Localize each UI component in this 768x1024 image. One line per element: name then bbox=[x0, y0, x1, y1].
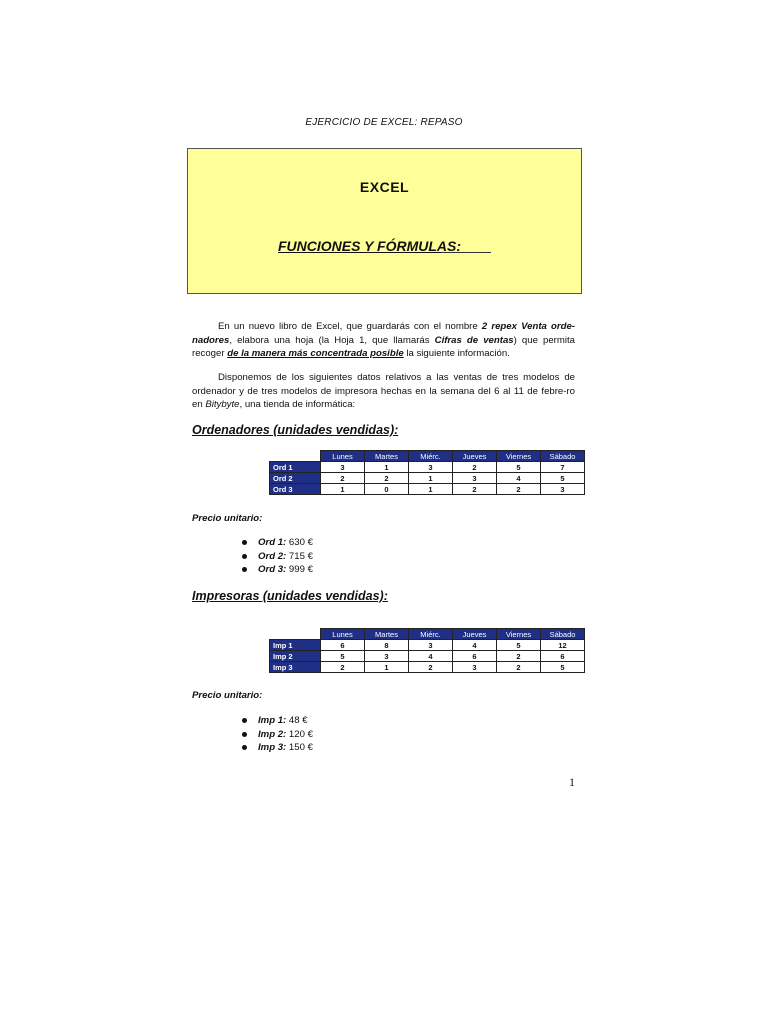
bullet-icon bbox=[242, 732, 247, 737]
para1-text: la siguiente información. bbox=[403, 348, 510, 360]
table-cell: 1 bbox=[321, 484, 365, 495]
table-row bbox=[270, 662, 585, 673]
table-cell: 5 bbox=[497, 462, 541, 473]
title-box bbox=[187, 148, 582, 294]
file-name: 2 repex Venta orde-nadores bbox=[192, 321, 575, 346]
bullet-icon bbox=[242, 718, 247, 723]
column-header: Viernes bbox=[497, 451, 541, 462]
column-header: Lunes bbox=[321, 629, 365, 640]
column-header: Martes bbox=[365, 629, 409, 640]
intro-paragraph bbox=[192, 320, 575, 361]
table-cell: 3 bbox=[453, 662, 497, 673]
table-cell: 1 bbox=[365, 662, 409, 673]
table-cell: 3 bbox=[541, 484, 585, 495]
table-cell: 1 bbox=[409, 484, 453, 495]
table-cell: 7 bbox=[541, 462, 585, 473]
row-header: Imp 2 bbox=[270, 651, 321, 662]
bullet-icon bbox=[242, 554, 247, 559]
table-cell: 2 bbox=[453, 462, 497, 473]
bullet-icon bbox=[242, 567, 247, 572]
table-cell: 3 bbox=[365, 651, 409, 662]
table-cell: 5 bbox=[497, 640, 541, 651]
para1-text: , elabora una hoja (la Hoja 1, que llamarás bbox=[229, 334, 435, 346]
table-cell: 3 bbox=[409, 640, 453, 651]
ordenadores-price-title: Precio unitario: bbox=[192, 513, 263, 524]
table-cell: 4 bbox=[497, 473, 541, 484]
list-item: Ord 3: 999 € bbox=[242, 563, 313, 577]
row-header: Ord 3 bbox=[270, 484, 321, 495]
para2-text: , una tienda de informática: bbox=[239, 399, 356, 411]
data-paragraph bbox=[192, 371, 575, 412]
table-cell: 2 bbox=[497, 484, 541, 495]
list-item: Imp 3: 150 € bbox=[242, 741, 313, 755]
impresoras-price-title: Precio unitario: bbox=[192, 690, 263, 701]
bullet-icon bbox=[242, 540, 247, 545]
store-name: Bitybyte bbox=[205, 399, 240, 411]
table-row bbox=[270, 484, 585, 495]
table-row bbox=[270, 462, 585, 473]
document-header: EJERCICIO DE EXCEL: REPASO bbox=[305, 117, 463, 128]
para2-text: Disponemos de los siguientes datos relativos a las ventas de tres modelos de ordenador y de tres modelos de impresora hechas en la semana del 6 al 11 de febre-ro en bbox=[192, 372, 575, 411]
ordenadores-title: Ordenadores (unidades vendidas): bbox=[192, 423, 399, 437]
box-title: EXCEL bbox=[359, 179, 410, 195]
table-cell: 4 bbox=[409, 651, 453, 662]
column-header: Jueves bbox=[453, 451, 497, 462]
table-cell: 2 bbox=[497, 651, 541, 662]
column-header: Sábado bbox=[541, 451, 585, 462]
row-header: Ord 1 bbox=[270, 462, 321, 473]
box-subtitle: FUNCIONES Y FÓRMULAS: bbox=[278, 238, 462, 254]
row-header: Imp 1 bbox=[270, 640, 321, 651]
table-cell: 2 bbox=[321, 662, 365, 673]
table-cell: 2 bbox=[365, 473, 409, 484]
column-header: Miérc. bbox=[409, 629, 453, 640]
table-row bbox=[270, 473, 585, 484]
para1-text: ) que permita recoger bbox=[192, 334, 576, 360]
table-cell: 6 bbox=[453, 651, 497, 662]
table-cell: 6 bbox=[321, 640, 365, 651]
column-header: Viernes bbox=[497, 629, 541, 640]
list-item: Ord 2: 715 € bbox=[242, 550, 313, 564]
table-row bbox=[270, 651, 585, 662]
page-number: 1 bbox=[569, 775, 575, 789]
list-item: Imp 1: 48 € bbox=[242, 714, 313, 728]
column-header: Sábado bbox=[541, 629, 585, 640]
table-cell: 8 bbox=[365, 640, 409, 651]
table-cell: 5 bbox=[541, 662, 585, 673]
row-header: Imp 3 bbox=[270, 662, 321, 673]
table-cell: 2 bbox=[321, 473, 365, 484]
impresoras-price-list bbox=[242, 714, 313, 755]
table-cell: 0 bbox=[365, 484, 409, 495]
sheet-name: Cifras de ventas bbox=[434, 334, 514, 346]
table-cell: 3 bbox=[409, 462, 453, 473]
list-item: Ord 1: 630 € bbox=[242, 536, 313, 550]
bullet-icon bbox=[242, 745, 247, 750]
impresoras-title: Impresoras (unidades vendidas): bbox=[192, 589, 388, 603]
table-cell: 2 bbox=[409, 662, 453, 673]
emphasis-text: de la manera más concentrada posible bbox=[227, 348, 404, 360]
column-header: Jueves bbox=[453, 629, 497, 640]
table-cell: 2 bbox=[453, 484, 497, 495]
table-cell: 3 bbox=[321, 462, 365, 473]
table-cell: 1 bbox=[365, 462, 409, 473]
column-header: Martes bbox=[365, 451, 409, 462]
para1-text: En un nuevo libro de Excel, que guardarás con el nombre bbox=[218, 321, 482, 332]
table-cell: 4 bbox=[453, 640, 497, 651]
table-cell: 12 bbox=[541, 640, 585, 651]
ordenadores-table bbox=[269, 450, 585, 495]
column-header: Lunes bbox=[321, 451, 365, 462]
list-item: Imp 2: 120 € bbox=[242, 728, 313, 742]
ordenadores-price-list bbox=[242, 536, 313, 577]
table-cell: 5 bbox=[321, 651, 365, 662]
table-cell: 5 bbox=[541, 473, 585, 484]
table-cell: 2 bbox=[497, 662, 541, 673]
box-subtitle-underline bbox=[441, 252, 491, 253]
table-cell: 6 bbox=[541, 651, 585, 662]
row-header: Ord 2 bbox=[270, 473, 321, 484]
table-row bbox=[270, 640, 585, 651]
table-cell: 1 bbox=[409, 473, 453, 484]
impresoras-table bbox=[269, 628, 585, 673]
column-header: Miérc. bbox=[409, 451, 453, 462]
table-cell: 3 bbox=[453, 473, 497, 484]
